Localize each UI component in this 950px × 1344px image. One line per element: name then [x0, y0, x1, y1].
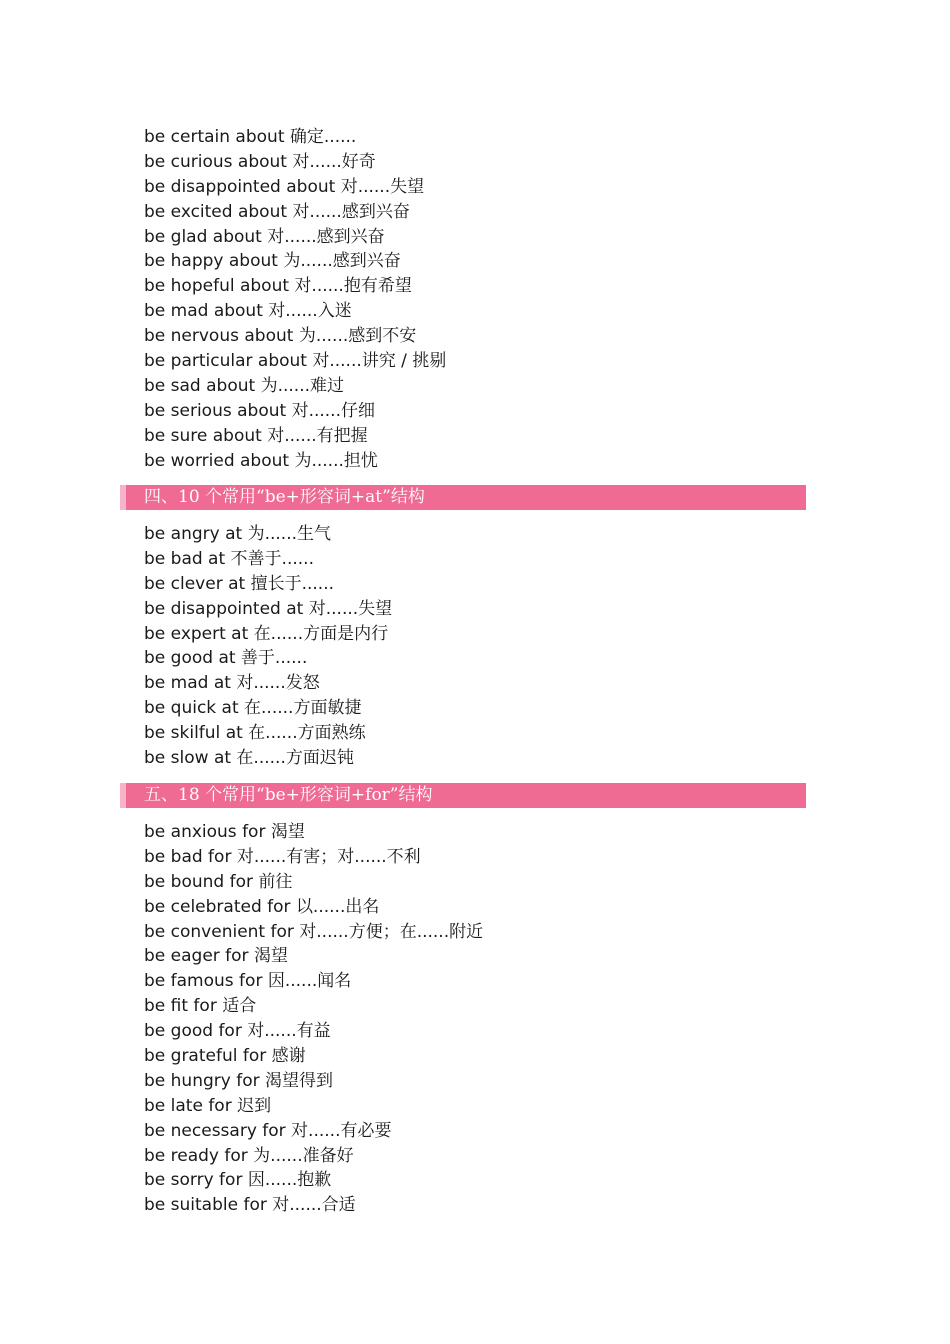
list-item: be sad about 为......难过 — [144, 375, 344, 396]
section-heading-at-text: 四、10 个常用“be+形容词+at”结构 — [144, 487, 425, 507]
list-item: be particular about 对......讲究 / 挑剔 — [144, 351, 447, 372]
list-item: be quick at 在......方面敏捷 — [144, 698, 362, 719]
list-item: be hopeful about 对......抱有希望 — [144, 276, 412, 297]
list-item: be mad at 对......发怒 — [144, 673, 320, 694]
section-heading-for — [120, 783, 806, 808]
list-item: be slow at 在......方面迟钝 — [144, 748, 354, 769]
list-item: be disappointed at 对......失望 — [144, 598, 393, 619]
list-item: be glad about 对......感到兴奋 — [144, 226, 385, 247]
list-item: be late for 迟到 — [144, 1095, 272, 1116]
list-item: be bound for 前往 — [144, 871, 293, 892]
list-item: be bad at 不善于...... — [144, 548, 314, 569]
list-item: be necessary for 对......有必要 — [144, 1120, 392, 1141]
list-item: be expert at 在......方面是内行 — [144, 623, 389, 644]
list-item: be sorry for 因......抱歉 — [144, 1170, 332, 1191]
list-item: be bad for 对......有害；对......不利 — [144, 846, 421, 867]
list-item: be mad about 对......入迷 — [144, 301, 352, 322]
list-item: be fit for 适合 — [144, 996, 257, 1017]
list-item: be eager for 渴望 — [144, 946, 288, 967]
list-item: be serious about 对......仔细 — [144, 400, 375, 421]
for-phrase-list — [144, 820, 483, 1218]
list-item: be curious about 对......好奇 — [144, 151, 376, 172]
section-heading-at — [120, 485, 806, 510]
list-item: be good at 善于...... — [144, 648, 308, 669]
list-item: be good for 对......有益 — [144, 1021, 331, 1042]
list-item: be skilful at 在......方面熟练 — [144, 723, 366, 744]
list-item: be sure about 对......有把握 — [144, 425, 368, 446]
list-item: be happy about 为......感到兴奋 — [144, 251, 401, 272]
list-item: be disappointed about 对......失望 — [144, 176, 425, 197]
list-item: be nervous about 为......感到不安 — [144, 326, 417, 347]
at-phrase-list — [144, 522, 392, 771]
about-phrase-list — [144, 125, 446, 473]
list-item: be angry at 为......生气 — [144, 524, 331, 544]
list-item: be suitable for 对......合适 — [144, 1195, 356, 1216]
list-item: be worried about 为......担忧 — [144, 450, 378, 471]
list-item: be ready for 为......准备好 — [144, 1145, 354, 1166]
list-item: be hungry for 渴望得到 — [144, 1070, 334, 1091]
section-heading-for-text: 五、18 个常用“be+形容词+for”结构 — [144, 785, 433, 805]
list-item: be convenient for 对......方便；在......附近 — [144, 921, 484, 942]
list-item: be grateful for 感谢 — [144, 1046, 306, 1067]
list-item: be excited about 对......感到兴奋 — [144, 201, 410, 222]
list-item: be clever at 擅长于...... — [144, 573, 335, 594]
list-item: be celebrated for 以......出名 — [144, 896, 380, 917]
list-item: be famous for 因......闻名 — [144, 971, 352, 992]
list-item: be anxious for 渴望 — [144, 822, 305, 842]
list-item: be certain about 确定...... — [144, 127, 357, 147]
